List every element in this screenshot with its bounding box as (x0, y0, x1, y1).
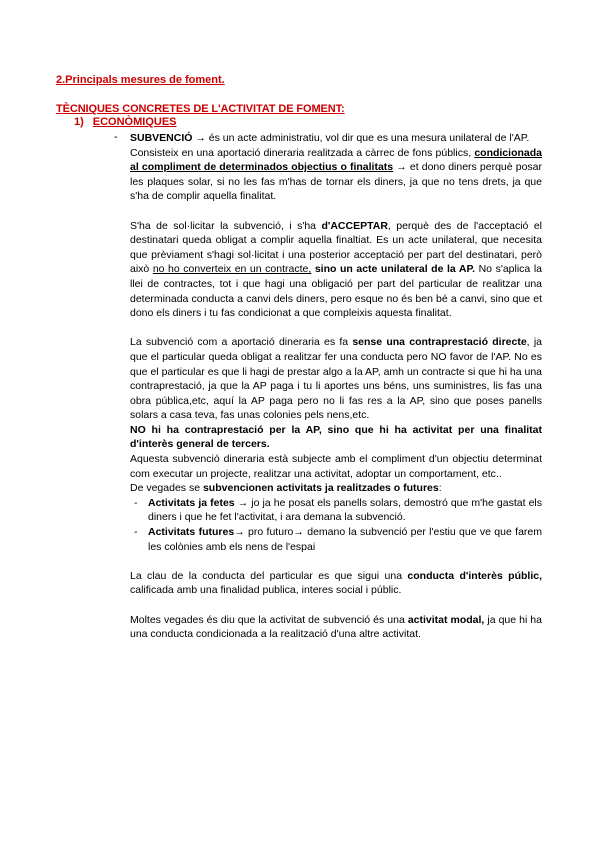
emphasis-acceptar: d'ACCEPTAR (321, 219, 388, 232)
emphasis-interes-public: conducta d'interès públic, (407, 569, 542, 582)
emphasis-sense-contraprestacio: sense una contraprestació directe (352, 336, 527, 349)
term-activitats-futures: Activitats futures (148, 526, 235, 539)
spacer (130, 554, 542, 569)
term-activitats-fetes: Activitats ja fetes (148, 496, 235, 509)
paragraph-modal: Moltes vegades és diu que la activitat de subvenció és una activitat modal, ja que hi ha una conducta condicionada a la realització d'una altre activitat. (130, 613, 542, 641)
paragraph-clau: La clau de la conducta del particular es que sigui una conducta d'interès públic, calificada amb una finalidad publica, interes social i públic. (130, 569, 542, 597)
bullet-marker: - (114, 131, 118, 143)
paragraph-no-contraprestacio (130, 423, 542, 452)
paragraph-contraprestacio: La subvenció com a aportació dineraria es fa sense una contraprestació directe, ja que el particular queda obligat a realitzar fer una conducta pero NO favor de l'AP. No es que el particular es que li hagi de prestar algo a la AP, amh un contracte si que hi ha una contraprestació, ja que la AP paga i tu li aportes uns béns, uns suministres, lis fas una obra pública,etc, aquí la AP paga pero no li fas res a la AP, sino que poses panells solars a casa teva, fas unas colonies pels nens,etc. (130, 336, 542, 422)
list-marker: - (134, 526, 138, 539)
emphasis-condition: condicionada al compliment de determinados objectius o finalitats (130, 146, 542, 174)
emphasis-no-contraprestacio: NO hi ha contraprestació per la AP, sino que hi ha activitat per una finalitat d'interès general de tercers. (130, 423, 542, 451)
paragraph-acceptance: S'ha de sol·licitar la subvenció, i s'ha d'ACCEPTAR, perquè des de l'acceptació el destinatari queda obligat a complir aquella finaltiat. Es un acte unilateral, que necesita que prèviament s'hagi sol·licitat i una posterior acceptació per part del destinatari, però això no ho converteix en un contracte, sino un acte unilateral de la AP. No s'aplica la llei de contractes, tot i que hagi una obligació per part del particular de realitzar una determinada conducta a canvi dels diners, pero esque no és ben bé a canvi, sino que et dono els diners i tu fas condicionat a que compleixis aquesta finalitat. (130, 219, 542, 320)
activities-list (130, 496, 542, 554)
paragraph-subjecte: Aquesta subvenció dineraria està subjecte amb el compliment d'un objectiu determinat com executar un projecte, realitzar una activitat, adoptar un comportament, etc.. (130, 453, 542, 480)
underlined-no-contracte: no ho converteix en un contracte, (152, 263, 312, 276)
paragraph-subvencio: SUBVENCIÓ → és un acte administratiu, vol dir que es una mesura unilateral de l'AP. (130, 132, 530, 144)
emphasis-activitats: subvencionen activitats ja realitzades o futures (202, 482, 439, 495)
document-body (130, 131, 542, 642)
spacer (130, 321, 542, 336)
subsection-heading (74, 116, 177, 128)
subsection-number: 1) (74, 116, 84, 128)
techniques-heading: TÈCNIQUES CONCRETES DE L'ACTIVITAT DE FOMENT: (56, 103, 345, 115)
emphasis-acte-unilateral: sino un acte unilateral de la AP. (311, 263, 476, 276)
list-marker: - (134, 496, 138, 509)
spacer (130, 204, 542, 219)
list-item: - Activitats futures→ pro futuro→ demano la subvenció per l'estiu que ve que farem les colònies amb els nens de l'espai (134, 526, 542, 553)
term-subvencio: SUBVENCIÓ (130, 132, 193, 144)
emphasis-activitat-modal: activitat modal, (407, 613, 485, 626)
spacer (130, 598, 542, 613)
list-item: - Activitats ja fetes → jo ja he posat els panells solars, demostró que m'he gastat els diners i que he fet l'activitat, i ara demana la subvenció. (134, 496, 542, 524)
section-title: 2.Principals mesures de foment. (56, 74, 225, 86)
paragraph-definition: Consisteix en una aportació dineraria realitzada a càrrec de fons públics, condicionada al compliment de determinados objectius o finalitats → et dono diners perquè posar les plaques solar, si no les fas m'has de tornar els diners, ja que no tens drets, ja que s'ha de complir aquella finalitat. (130, 146, 542, 203)
subsection-label: ECONÒMIQUES (92, 116, 177, 128)
paragraph-de-vegades: De vegades se subvencionen activitats ja realitzades o futures: (130, 482, 442, 495)
